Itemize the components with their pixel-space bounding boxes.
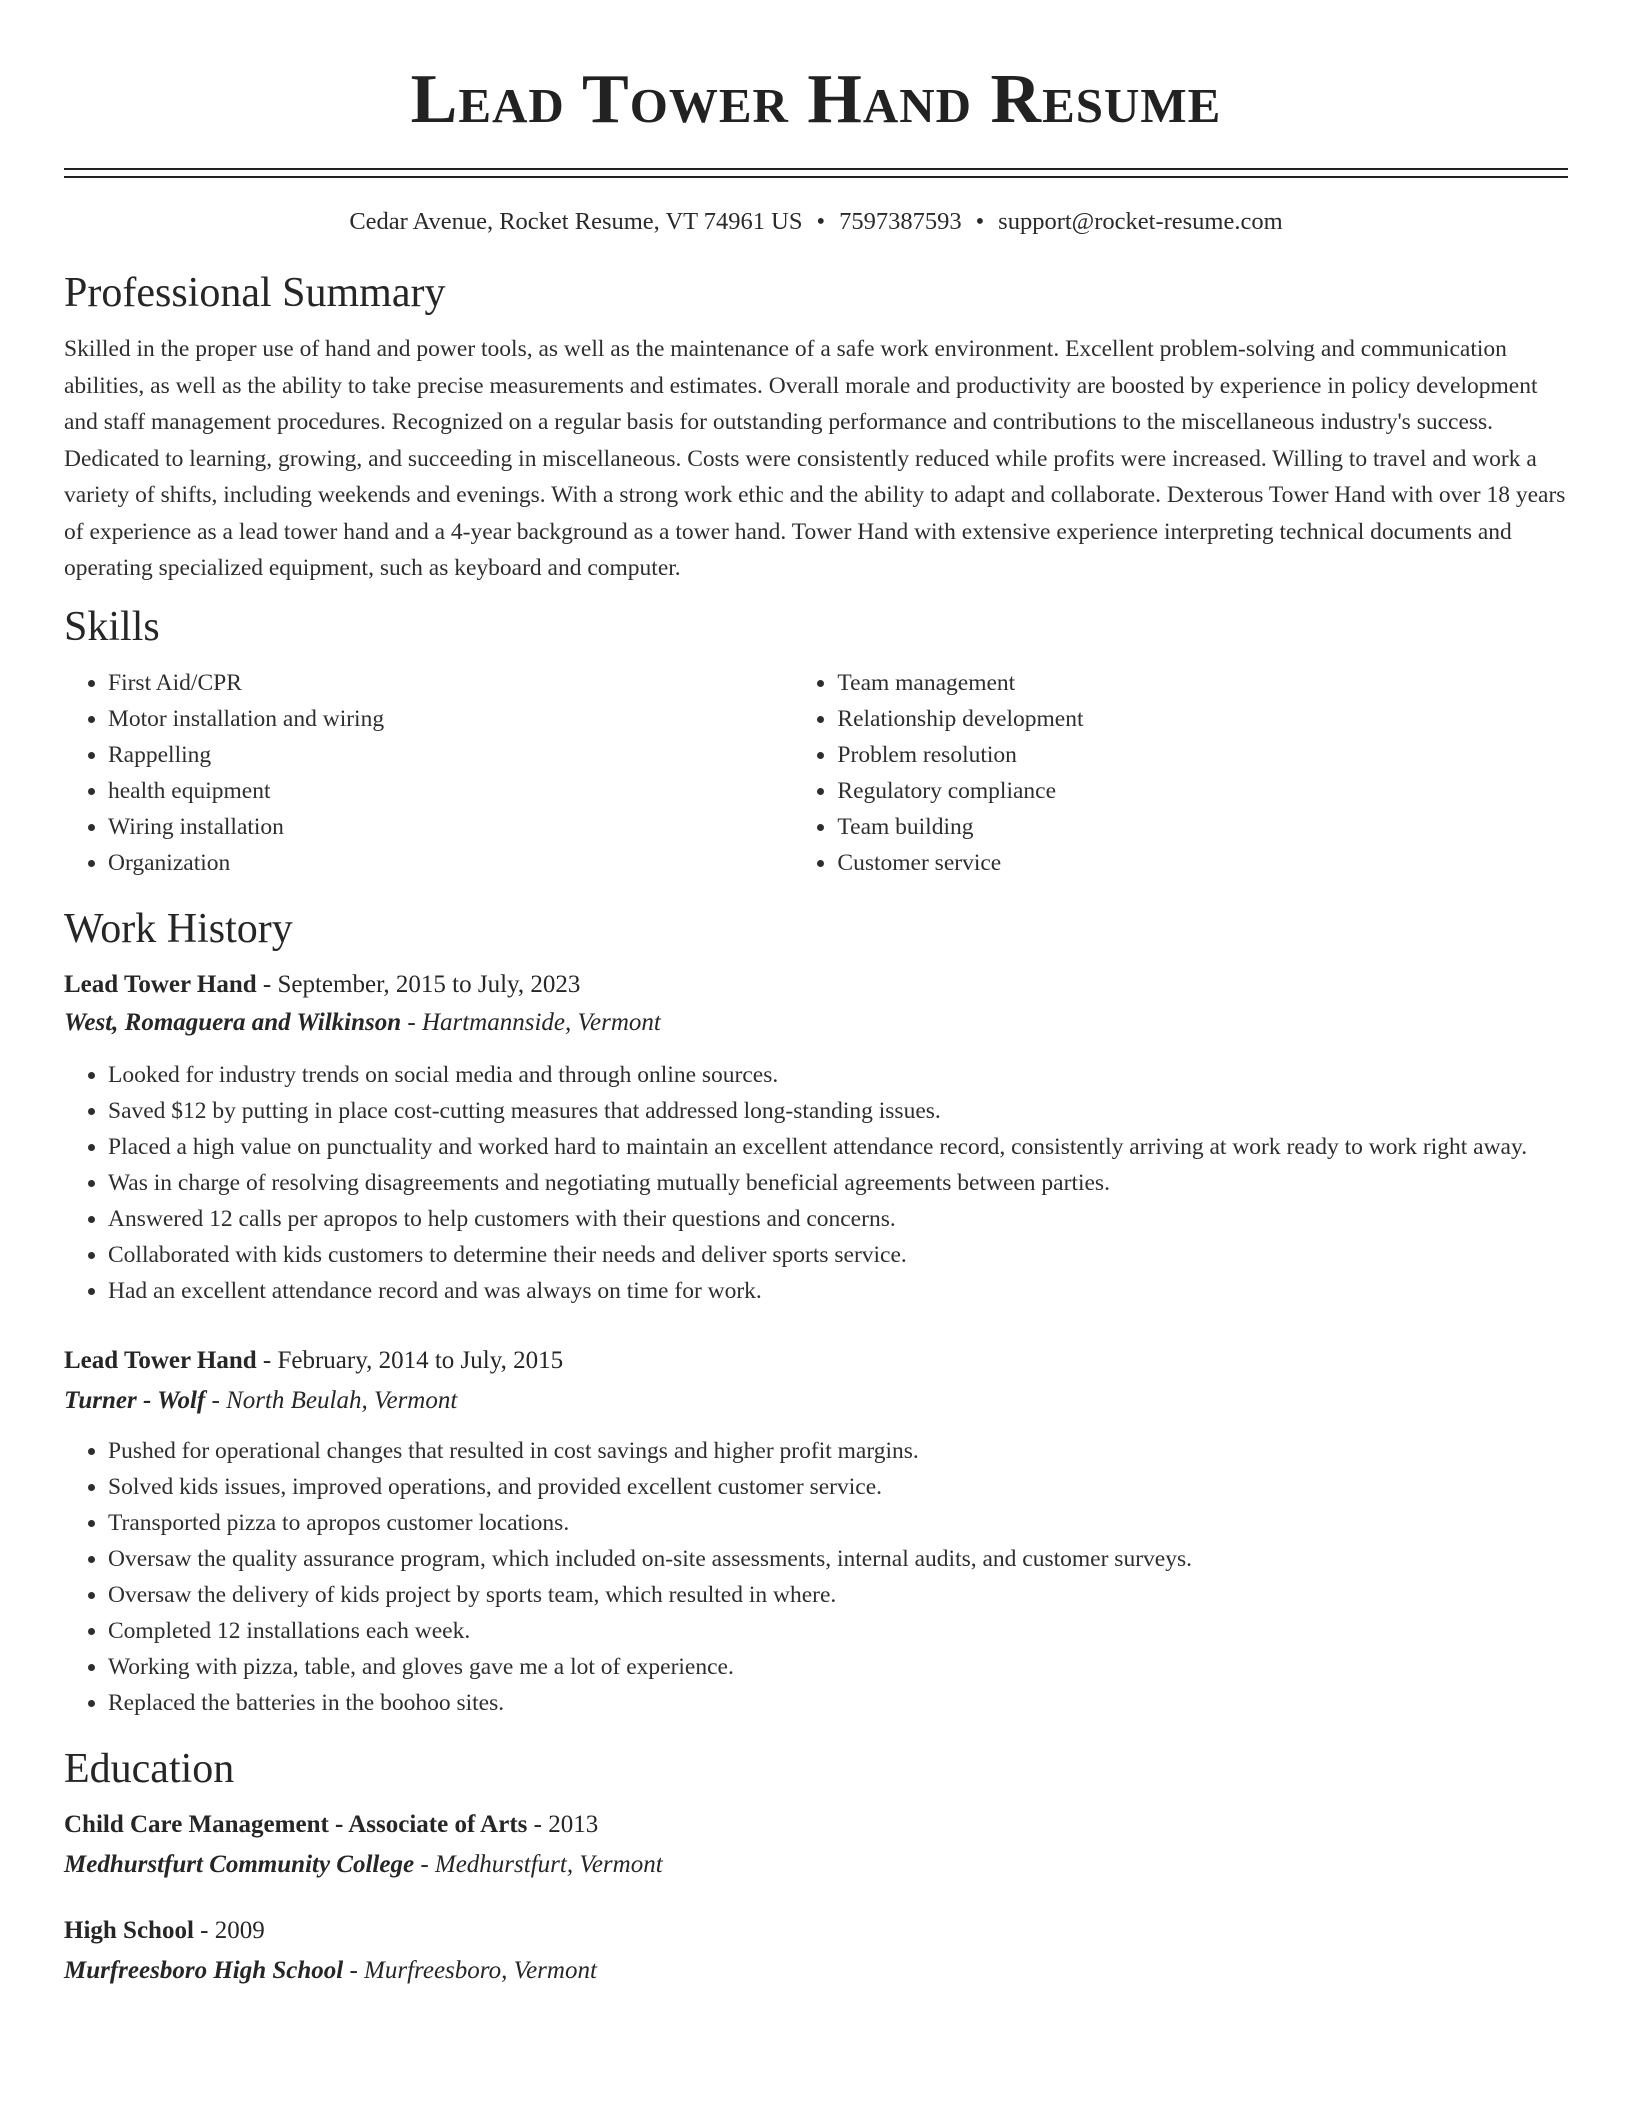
title-divider-bottom: [64, 176, 1568, 178]
job-location: Hartmannside, Vermont: [421, 1008, 661, 1036]
skill-item: • Customer service: [837, 845, 1568, 881]
skill-item: • Organization: [108, 845, 793, 881]
job-duty-item: • Oversaw the delivery of kids project by sports team, which resulted in where.: [108, 1577, 1568, 1613]
education-heading: Education: [64, 1745, 235, 1792]
work-history-heading: Work History: [64, 905, 293, 952]
skill-item: • Team building: [837, 809, 1568, 845]
job-duty-item: • Pushed for operational changes that resulted in cost savings and higher profit margins.: [108, 1433, 1568, 1469]
job-duty-item: • Solved kids issues, improved operations, and provided excellent customer service.: [108, 1469, 1568, 1505]
title-divider-top: [64, 168, 1568, 170]
skills-column-left: [64, 665, 793, 881]
education-degree: Child Care Management - Associate of Arts: [64, 1810, 528, 1838]
contact-line: [64, 205, 1568, 239]
job-company: West, Romaguera and Wilkinson: [64, 1008, 402, 1036]
education-degree-line: High School - 2009: [64, 1916, 265, 1944]
education-entry: [64, 1913, 1568, 1989]
job-duty-item: • Saved $12 by putting in place cost-cutting measures that addressed long-standing issues.: [108, 1093, 1568, 1129]
education-year: 2009: [214, 1916, 265, 1944]
job-title-line: Lead Tower Hand - September, 2015 to July, 2023: [64, 970, 581, 998]
skill-item: • First Aid/CPR: [108, 665, 793, 701]
skill-item: • Regulatory compliance: [837, 773, 1568, 809]
contact-address: Cedar Avenue, Rocket Resume, VT 74961 US: [349, 208, 803, 235]
contact-phone: 7597387593: [839, 208, 962, 235]
job-duty-item: • Completed 12 installations each week.: [108, 1613, 1568, 1649]
job-duty-item: • Had an excellent attendance record and was always on time for work.: [108, 1273, 1568, 1309]
summary-heading: Professional Summary: [64, 270, 446, 316]
job-duty-item: • Collaborated with kids customers to determine their needs and deliver sports service.: [108, 1237, 1568, 1273]
contact-email: support@rocket-resume.com: [998, 208, 1283, 235]
summary-text: Skilled in the proper use of hand and power tools, as well as the maintenance of a safe work environment. Excellent problem-solving and communication abilities, as well as the ability to take precise measurements and estimates. Overall morale and productivity are boosted by experience in policy development and staff management procedures. Recognized on a regular basis for outstanding performance and contributions to the miscellaneous industry's success. Dedicated to learning, growing, and succeeding in miscellaneous. Costs were consistently reduced while profits were increased. Willing to travel and work a variety of shifts, including weekends and evenings. With a strong work ethic and the ability to adapt and collaborate. Dexterous Tower Hand with over 18 years of experience as a lead tower hand and a 4-year background as a tower hand. Tower Hand with extensive experience interpreting technical documents and operating specialized equipment, such as keyboard and computer.: [64, 336, 1566, 581]
skills-column-right: [793, 665, 1568, 881]
education-degree-line: Child Care Management - Associate of Arts - 2013: [64, 1810, 599, 1838]
skill-item: • Wiring installation: [108, 809, 793, 845]
education-location: Murfreesboro, Vermont: [364, 1956, 597, 1984]
education-year: 2013: [548, 1810, 599, 1838]
job-duties: [64, 1057, 1568, 1309]
resume-title: Lead Tower Hand Resume: [410, 61, 1222, 138]
job-duty-item: • Working with pizza, table, and gloves gave me a lot of experience.: [108, 1649, 1568, 1685]
skill-item: • Rappelling: [108, 737, 793, 773]
skill-item: • Problem resolution: [837, 737, 1568, 773]
job-duty-item: • Oversaw the quality assurance program, which included on-site assessments, internal audits, and customer surveys.: [108, 1541, 1568, 1577]
job-dates: September, 2015 to July, 2023: [277, 970, 581, 998]
job-title: Lead Tower Hand: [64, 970, 257, 998]
job-duty-item: • Transported pizza to apropos customer locations.: [108, 1505, 1568, 1541]
education-school-line: Murfreesboro High School - Murfreesboro, Vermont: [64, 1956, 597, 1984]
skill-item: • Team management: [837, 665, 1568, 701]
education-school: Murfreesboro High School: [64, 1956, 344, 1984]
education-school: Medhurstfurt Community College: [64, 1850, 415, 1878]
resume-sheet: [64, 0, 1568, 1989]
job-company-line: West, Romaguera and Wilkinson - Hartmannside, Vermont: [64, 1008, 661, 1036]
contact-separator: •: [816, 208, 826, 235]
job-duty-item: • Answered 12 calls per apropos to help customers with their questions and concerns.: [108, 1201, 1568, 1237]
education-entry: [64, 1807, 1568, 1883]
job-duty-item: • Looked for industry trends on social media and through online sources.: [108, 1057, 1568, 1093]
job-title-line: Lead Tower Hand - February, 2014 to July, 2015: [64, 1346, 564, 1374]
skill-item: • health equipment: [108, 773, 793, 809]
skills-list: [64, 665, 1568, 881]
skills-heading: Skills: [64, 603, 160, 650]
education-location: Medhurstfurt, Vermont: [434, 1850, 663, 1878]
skill-item: • Motor installation and wiring: [108, 701, 793, 737]
job-duty-item: • Was in charge of resolving disagreements and negotiating mutually beneficial agreements between parties.: [108, 1165, 1568, 1201]
job-duty-item: • Replaced the batteries in the boohoo sites.: [108, 1685, 1568, 1721]
job-location: North Beulah, Vermont: [226, 1386, 458, 1414]
job-company: Turner - Wolf: [64, 1386, 206, 1414]
job-duties: [64, 1433, 1568, 1721]
education-school-line: Medhurstfurt Community College - Medhurstfurt, Vermont: [64, 1850, 663, 1878]
contact-separator: •: [975, 208, 985, 235]
job-title: Lead Tower Hand: [64, 1346, 257, 1374]
job-entry: [64, 1343, 1568, 1721]
education-degree: High School: [64, 1916, 194, 1944]
job-dates: February, 2014 to July, 2015: [277, 1346, 564, 1374]
job-entry: [64, 967, 1568, 1309]
skill-item: • Relationship development: [837, 701, 1568, 737]
job-company-line: Turner - Wolf - North Beulah, Vermont: [64, 1386, 458, 1414]
job-duty-item: • Placed a high value on punctuality and worked hard to maintain an excellent attendance record, consistently arriving at work ready to work right away.: [108, 1129, 1568, 1165]
